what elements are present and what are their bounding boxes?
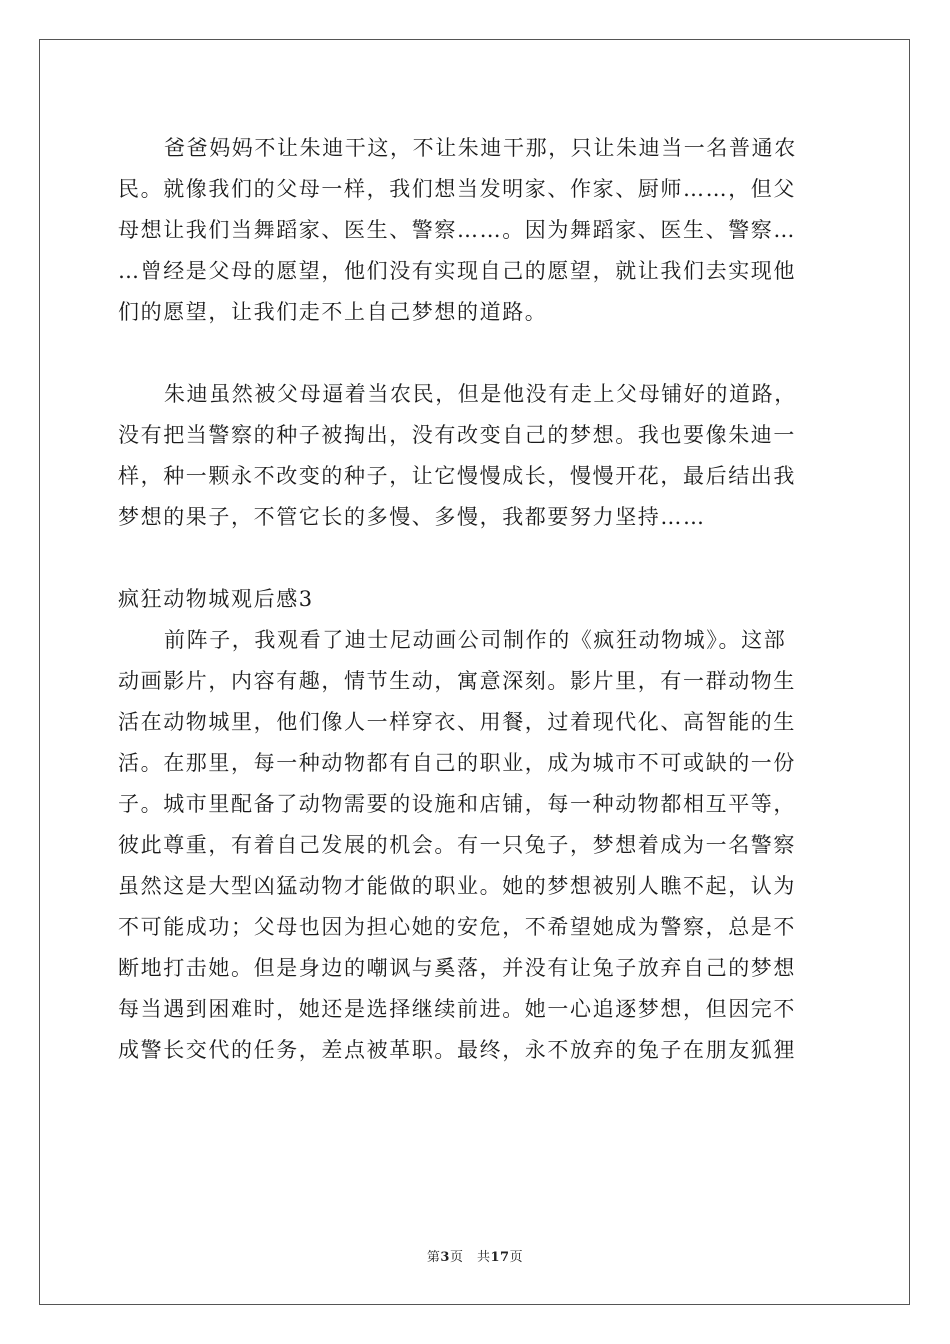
- page-suffix: 页: [509, 1250, 524, 1265]
- text-line: 没有把当警察的种子被掏出，没有改变自己的梦想。我也要像朱迪一: [118, 423, 796, 447]
- text-line: 每当遇到困难时，她还是选择继续前进。她一心追逐梦想，但因完不: [118, 997, 796, 1021]
- section-heading-text: 疯狂动物城观后感3: [118, 587, 314, 611]
- current-page-number: 3: [440, 1250, 450, 1265]
- text-line: 不可能成功；父母也因为担心她的安危，不希望她成为警察，总是不: [118, 915, 796, 939]
- text-line: 们的愿望，让我们走不上自己梦想的道路。: [118, 300, 548, 324]
- paragraph-2: [118, 374, 834, 538]
- paragraph-1: [118, 128, 834, 333]
- text-line: 子。城市里配备了动物需要的设施和店铺，每一种动物都相互平等，: [118, 792, 796, 816]
- text-line: 前阵子，我观看了迪士尼动画公司制作的《疯狂动物城》。这部: [164, 628, 787, 652]
- page-number-footer: [0, 1246, 950, 1265]
- paragraph-3: [118, 620, 834, 1071]
- text-line: 动画影片，内容有趣，情节生动，寓意深刻。影片里，有一群动物生: [118, 669, 796, 693]
- total-page-count: 17: [490, 1250, 510, 1265]
- text-line: 朱迪虽然被父母逼着当农民，但是他没有走上父母铺好的道路，: [164, 382, 797, 406]
- text-line: 样，种一颗永不改变的种子，让它慢慢成长，慢慢开花，最后结出我: [118, 464, 796, 488]
- text-line: 爸爸妈妈不让朱迪干这，不让朱迪干那，只让朱迪当一名普通农: [164, 136, 797, 160]
- page-prefix: 第: [426, 1250, 441, 1265]
- text-line: …曾经是父母的愿望，他们没有实现自己的愿望，就让我们去实现他: [118, 259, 796, 283]
- text-line: 虽然这是大型凶猛动物才能做的职业。她的梦想被别人瞧不起，认为: [118, 874, 796, 898]
- text-line: 彼此尊重，有着自己发展的机会。有一只兔子，梦想着成为一名警察: [118, 833, 796, 857]
- text-line: 断地打击她。但是身边的嘲讽与奚落，并没有让兔子放弃自己的梦想: [118, 956, 796, 980]
- section-heading: [118, 579, 834, 620]
- page-separator: 页 共: [449, 1250, 491, 1265]
- text-line: 成警长交代的任务，差点被革职。最终，永不放弃的兔子在朋友狐狸: [118, 1038, 796, 1062]
- text-line: 民。就像我们的父母一样，我们想当发明家、作家、厨师……，但父: [118, 177, 796, 201]
- text-line: 母想让我们当舞蹈家、医生、警察……。因为舞蹈家、医生、警察…: [118, 218, 796, 242]
- text-line: 梦想的果子，不管它长的多慢、多慢，我都要努力坚持……: [118, 505, 706, 529]
- text-line: 活。在那里，每一种动物都有自己的职业，成为城市不可或缺的一份: [118, 751, 796, 775]
- text-line: 活在动物城里，他们像人一样穿衣、用餐，过着现代化、高智能的生: [118, 710, 796, 734]
